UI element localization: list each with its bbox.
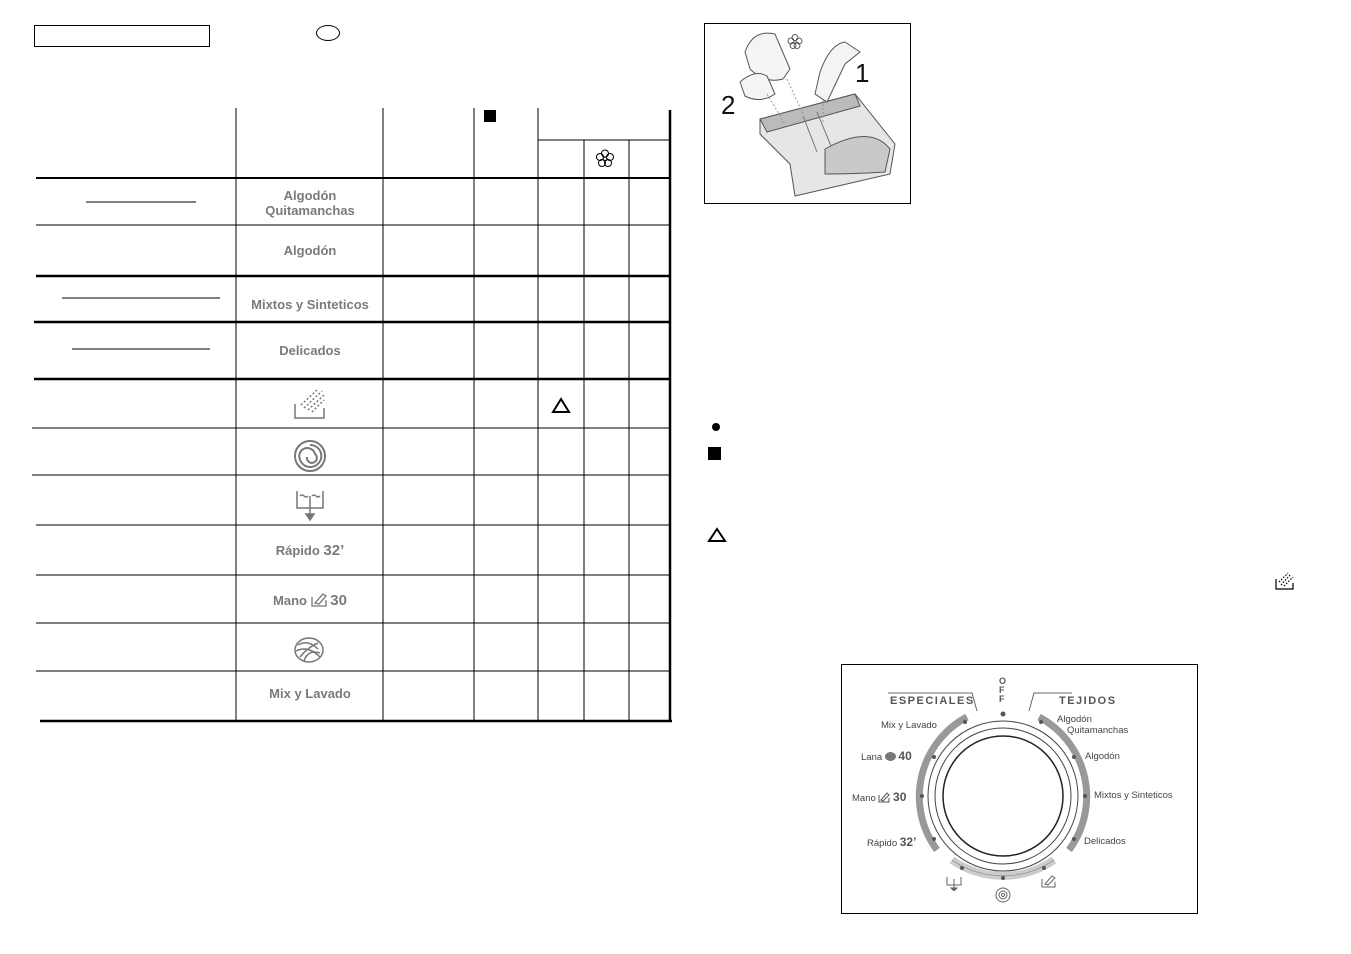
dial-label-mixtos: Mixtos y Sinteticos — [1094, 790, 1173, 801]
spin-spiral-icon — [995, 887, 1011, 903]
square-icon — [708, 447, 721, 460]
program-number: 30 — [330, 592, 347, 609]
program-mano — [237, 591, 383, 608]
compartment-label-2: 2 — [721, 90, 736, 120]
program-algodon: Algodón — [283, 243, 337, 258]
dial-label-mix-lavado: Mix y Lavado — [881, 720, 937, 731]
hand-wash-icon — [1041, 873, 1057, 889]
dial-label-delicados: Delicados — [1084, 836, 1126, 847]
triangle-marker-icon — [551, 397, 571, 414]
program-dial-panel — [841, 664, 1198, 914]
dial-label-algodon: Algodón — [1085, 751, 1120, 762]
dial-heading-especiales: ESPECIALES — [890, 695, 975, 707]
dial-mano-number: 30 — [893, 790, 907, 804]
dial-lana-number: 40 — [898, 749, 912, 763]
hand-wash-icon — [878, 791, 890, 803]
dial-label-algodon-quitamanchas — [1057, 714, 1128, 736]
detergent-drawer-illustration — [704, 23, 911, 204]
program-number: 32’ — [323, 542, 345, 559]
program-table-grid — [0, 0, 680, 730]
compartment-label-1: 1 — [855, 58, 870, 88]
rinse-shower-icon — [292, 388, 328, 422]
dial-off-label: OFF — [999, 676, 1007, 704]
dial-label-mano — [852, 790, 906, 804]
square-marker-icon — [484, 110, 496, 122]
program-label: Quitamanchas — [265, 203, 355, 218]
hand-wash-icon — [1275, 571, 1295, 591]
dot-icon — [712, 423, 720, 431]
wool-ball-icon — [885, 752, 896, 761]
program-delicados: Delicados — [279, 343, 341, 358]
dial-label-lana — [861, 749, 912, 763]
dial-lana-text: Lana — [861, 752, 883, 763]
dial-algodon-q1: Algodón — [1057, 714, 1092, 725]
drain-icon — [294, 488, 326, 522]
program-label: Rápido — [275, 543, 320, 558]
drain-icon — [946, 875, 962, 891]
program-label: Mano — [273, 593, 307, 608]
hand-wash-icon — [311, 591, 327, 607]
flower-softener-icon — [595, 149, 615, 169]
spin-spiral-icon — [293, 439, 327, 473]
program-mixtos: Mixtos y Sinteticos — [251, 297, 369, 312]
wool-ball-icon — [292, 635, 326, 665]
program-rapido — [237, 543, 383, 558]
program-label: Algodón — [283, 188, 337, 203]
dial-rapido-text: Rápido — [867, 838, 898, 849]
dial-algodon-q2: Quitamanchas — [1067, 725, 1129, 736]
flower-softener-icon — [788, 35, 802, 49]
dial-heading-tejidos: TEJIDOS — [1059, 695, 1117, 707]
dial-label-rapido — [867, 835, 916, 849]
program-algodon-quitamanchas — [237, 188, 383, 218]
program-mix-lavado: Mix y Lavado — [269, 686, 351, 701]
dial-rapido-number: 32’ — [899, 835, 917, 849]
triangle-icon — [707, 527, 727, 543]
dial-mano-text: Mano — [852, 793, 876, 804]
